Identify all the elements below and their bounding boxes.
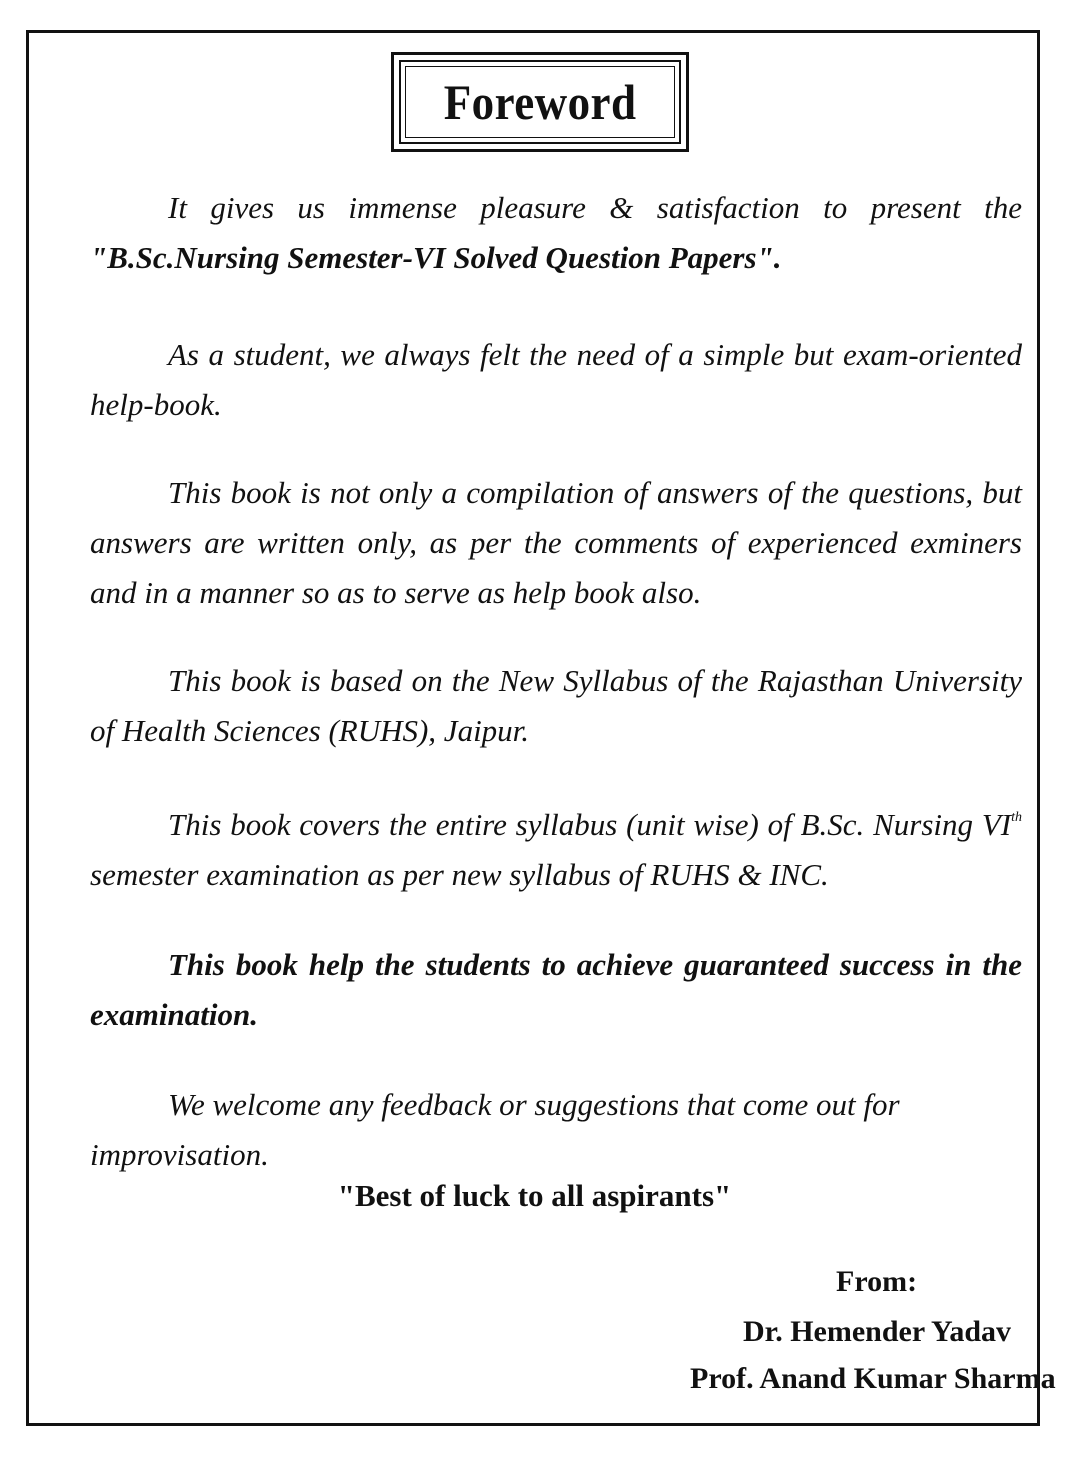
closing-wish: "Best of luck to all aspirants" [337, 1178, 732, 1213]
page-title: Foreword [443, 74, 637, 130]
title-frame [391, 52, 689, 152]
author-name: Dr. Hemender Yadav [743, 1315, 1012, 1348]
from-label: From: [836, 1265, 918, 1298]
author-name: Prof. Anand Kumar Sharma [690, 1362, 1056, 1395]
paragraph-intro [90, 183, 1022, 283]
intro-text: It gives us immense pleasure & satisfaction to present the [168, 190, 1022, 225]
paragraph-feedback: We welcome any feedback or suggestions that come out for improvisation. [90, 1087, 900, 1172]
paragraph-syllabus: This book is based on the New Syllabus of the Rajasthan University of Health Sciences (RUHS), Jaipur. [90, 663, 1022, 748]
book-title-quote: "B.Sc.Nursing Semester-VI Solved Question Papers". [90, 240, 782, 275]
paragraph-compilation: This book is not only a compilation of answers of the questions, but answers are written only, as per the comments of experienced exminers and in a manner so as to serve as help book also. [90, 475, 1022, 610]
paragraph-success: This book help the students to achieve guaranteed success in the examination. [90, 947, 1022, 1032]
paragraph-need: As a student, we always felt the need of a simple but exam-oriented help-book. [90, 337, 1022, 422]
paragraph-coverage: This book covers the entire syllabus (unit wise) of B.Sc. Nursing VIth semester examination as per new syllabus of RUHS & INC. [90, 807, 1022, 892]
